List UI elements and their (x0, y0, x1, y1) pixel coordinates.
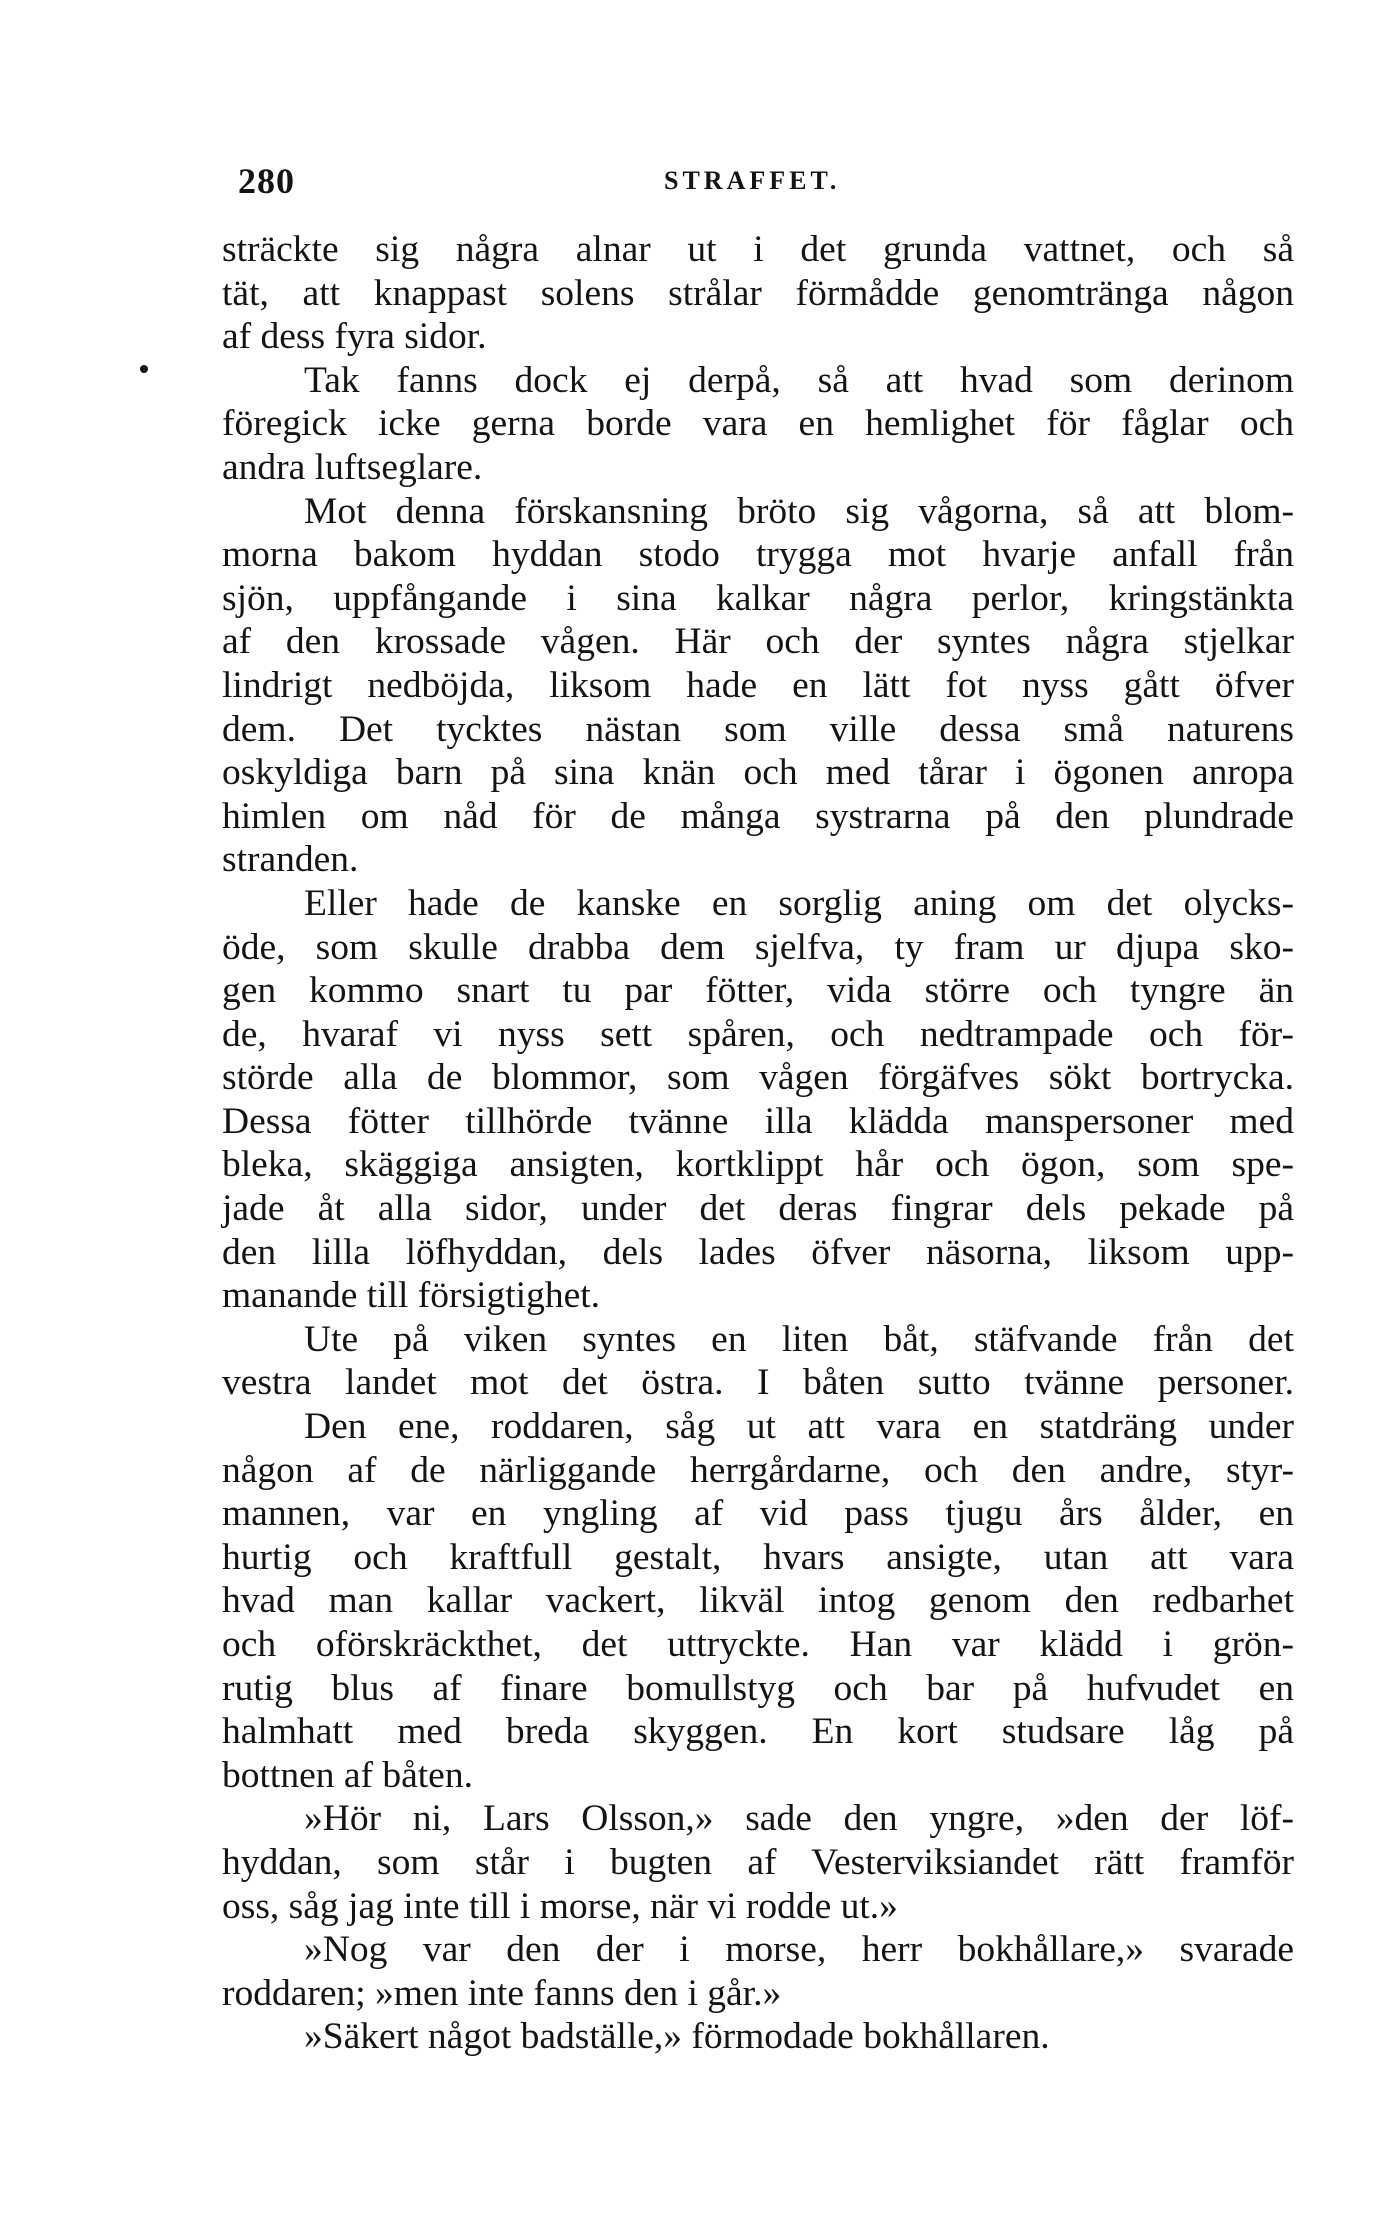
text-line: himlen om nåd för de många systrarna på den plundrade (222, 795, 1294, 837)
text-line: stranden. (222, 839, 359, 881)
text-line: »Hör ni, Lars Olsson,» sade den yngre, »den der löf- (304, 1798, 1294, 1840)
margin-speck (140, 365, 148, 373)
page-header (232, 152, 1292, 202)
text-line: dem. Det tycktes nästan som ville dessa små naturens (222, 708, 1294, 750)
text-line: och oförskräckthet, det uttryckte. Han var klädd i grön- (222, 1624, 1294, 1665)
text-line: Eller hade de kanske en sorglig aning om det olycks- (304, 882, 1294, 924)
text-line: »Säkert något badställe,» förmodade bokhållaren. (304, 2016, 1050, 2058)
text-line: morna bakom hyddan stodo trygga mot hvarje anfall från (222, 534, 1294, 576)
text-line: af den krossade vågen. Här och der syntes några stjelkar (222, 621, 1294, 663)
text-line: jade åt alla sidor, under det deras fingrar dels pekade på (222, 1188, 1294, 1230)
text-line: lindrigt nedböjda, liksom hade en lätt fot nyss gått öfver (222, 664, 1294, 706)
text-line: störde alla de blommor, som vågen förgäfves sökt bortrycka. (222, 1057, 1294, 1099)
page-number: 280 (238, 161, 295, 201)
text-line: bleka, skäggiga ansigten, kortklippt hår och ögon, som spe- (222, 1144, 1294, 1186)
text-line: hurtig och kraftfull gestalt, hvars ansigte, utan att vara (222, 1536, 1294, 1578)
text-line: af dess fyra sidor. (222, 316, 487, 358)
text-line: manande till försigtighet. (222, 1275, 601, 1317)
text-line: Ute på viken syntes en liten båt, stäfvande från det (304, 1318, 1294, 1360)
text-line: öde, som skulle drabba dem sjelfva, ty fram ur djupa sko- (222, 926, 1294, 968)
text-line: bottnen af båten. (222, 1754, 473, 1796)
text-line: mannen, var en yngling af vid pass tjugu års ålder, en (222, 1493, 1294, 1535)
body-text (222, 228, 1294, 2059)
text-line: Tak fanns dock ej derpå, så att hvad som derinom (304, 359, 1294, 401)
text-line: hvad man kallar vackert, likväl intog genom den redbarhet (222, 1580, 1294, 1622)
text-line: halmhatt med breda skyggen. En kort studsare låg på (222, 1711, 1294, 1753)
text-line: andra luftseglare. (222, 446, 483, 488)
text-line: de, hvaraf vi nyss sett spåren, och nedtrampade och för- (222, 1013, 1294, 1055)
text-line: »Nog var den der i morse, herr bokhållare,» svarade (304, 1929, 1294, 1971)
text-line: Dessa fötter tillhörde tvänne illa klädda manspersoner med (222, 1100, 1294, 1142)
text-line: någon af de närliggande herrgårdarne, och den andre, styr- (222, 1449, 1294, 1491)
text-line: den lilla löfhyddan, dels lades öfver näsorna, liksom upp- (222, 1231, 1294, 1273)
text-line: gen kommo snart tu par fötter, vida större och tyngre än (222, 970, 1294, 1012)
text-line: oskyldiga barn på sina knän och med tårar i ögonen anropa (222, 752, 1294, 794)
running-head: STRAFFET. (664, 166, 841, 195)
text-line: oss, såg jag inte till i morse, när vi rodde ut.» (222, 1885, 898, 1927)
text-line: sträckte sig några alnar ut i det grunda vattnet, och så (222, 229, 1294, 270)
text-line: rutig blus af finare bomullstyg och bar på hufvudet en (222, 1667, 1294, 1709)
text-line: roddaren; »men inte fanns den i går.» (222, 1972, 782, 2014)
text-line: Den ene, roddaren, såg ut att vara en statdräng under (304, 1406, 1294, 1448)
text-line: sjön, uppfångande i sina kalkar några perlor, kringstänkta (222, 577, 1294, 619)
text-line: hyddan, som står i bugten af Vesterviksiandet rätt framför (222, 1841, 1294, 1883)
text-line: föregick icke gerna borde vara en hemlighet för fåglar och (222, 403, 1294, 445)
text-line: Mot denna förskansning bröto sig vågorna, så att blom- (304, 490, 1294, 532)
text-line: vestra landet mot det östra. I båten sutto tvänne personer. (222, 1362, 1294, 1404)
text-line: tät, att knappast solens strålar förmådde genomtränga någon (222, 272, 1294, 314)
